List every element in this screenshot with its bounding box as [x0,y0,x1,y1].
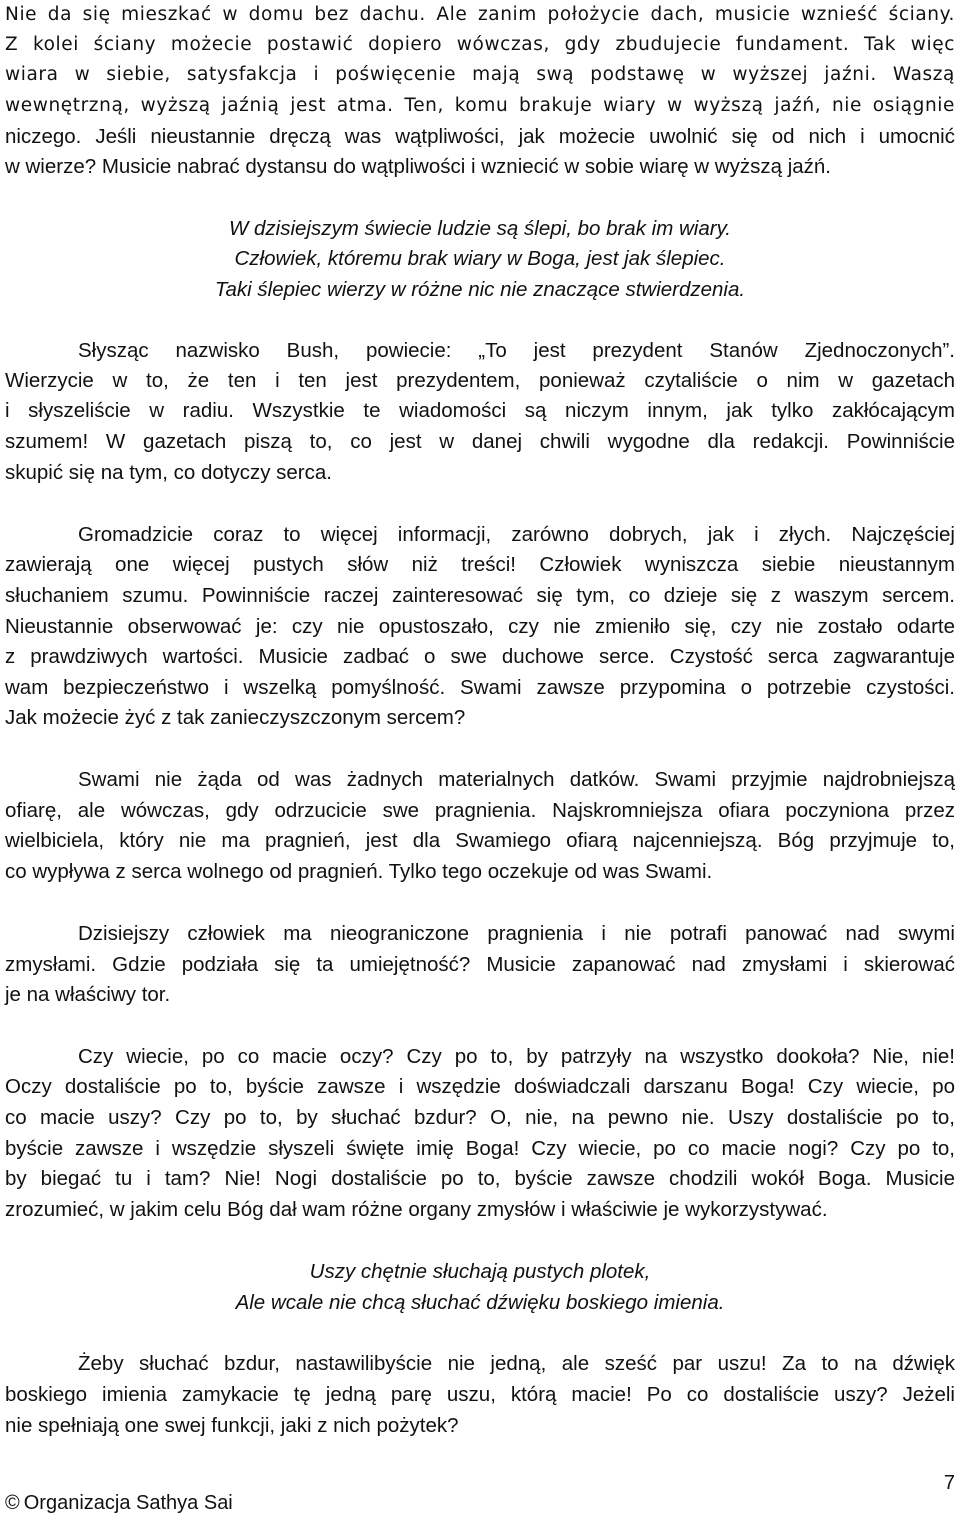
italic-verse-line: W dzisiejszym świecie ludzie są ślepi, bo brak im wiary. [228,217,731,240]
text-line: Jak możecie żyć z tak zanieczyszczonym sercem? [5,706,466,729]
text-line: skupić się na tym, co dotyczy serca. [5,461,332,484]
italic-verse-line: Uszy chętnie słuchają pustych plotek, [309,1260,651,1283]
italic-verse-line: Taki ślepiec wierzy w różne nic nie znaczące stwierdzenia. [214,278,746,301]
footer-organization: Organizacja Sathya Sai [23,1492,233,1514]
text-line: w wierze? Musicie nabrać dystansu do wątpliwości i wzniecić w sobie wiarę w wyższą jaźń. [5,155,832,178]
text-line: Żeby słuchać bzdur, nastawilibyście nie jedną, ale sześć par uszu! Za to na dźwięk [78,1352,955,1375]
text-line: Gromadzicie coraz to więcej informacji, zarówno dobrych, jak i złych. Najczęściej [78,523,955,546]
text-line: szumem! W gazetach piszą to, co jest w danej chwili wygodne dla redakcji. Powinniście [5,430,955,453]
text-line: co macie uszy? Czy po to, by słuchać bzdur? O, nie, na pewno nie. Uszy dostaliście po to, [5,1106,955,1129]
text-line: wiara w siebie, satysfakcja i poświęcenie mają swą podstawę w wyższej jaźni. Waszą [5,64,955,85]
text-line: Wierzycie w to, że ten i ten jest prezydentem, ponieważ czytaliście o nim w gazetach [5,369,955,392]
text-line: nie spełniają one swej funkcji, jaki z nich pożytek? [5,1414,459,1437]
italic-verse-line: Ale wcale nie chcą słuchać dźwięku boskiego imienia. [235,1291,725,1314]
text-line: z prawdziwych wartości. Musicie zadbać o swe duchowe serce. Czystość serca zagwarantuje [5,645,955,668]
text-line: zrozumieć, w jakim celu Bóg dał wam różne organy zmysłów i właściwie je wykorzystywać. [5,1198,828,1221]
text-line: byście zawsze i wszędzie słyszeli święte imię Boga! Czy wiecie, po co macie nogi? Czy po to, [5,1137,955,1160]
text-line: Nieustannie obserwować je: czy nie opustoszało, czy nie zmieniło się, czy nie zostało odarte [5,615,955,638]
text-line: i słyszeliście w radiu. Wszystkie te wiadomości są niczym innym, jak tylko zakłócającym [5,399,955,422]
text-line: słuchaniem szumu. Powinniście raczej zainteresować się tym, co dzieje się z waszym sercem. [5,584,955,607]
text-line: wewnętrzną, wyższą jaźnią jest atma. Ten, komu brakuje wiary w wyższą jaźń, nie osiągnie [5,95,955,116]
italic-verse-line: Człowiek, któremu brak wiary w Boga, jest jak ślepiec. [234,247,726,270]
text-line: niczego. Jeśli nieustannie dręczą was wątpliwości, jak możecie uwolnić się od nich i umocnić [5,125,955,148]
text-line: je na właściwy tor. [5,983,171,1006]
text-line: zawierają one więcej pustych słów niż treści! Człowiek wyniszcza siebie nieustannym [5,553,955,576]
text-line: wielbiciela, który nie ma pragnień, jest dla Swamiego ofiarą najcenniejszą. Bóg przyjmuje to, [5,829,955,852]
text-line: boskiego imienia zamykacie tę jedną parę uszu, którą macie! Po co dostaliście uszy? Jeżeli [5,1383,955,1406]
text-line: Z kolei ściany możecie postawić dopiero wówczas, gdy zbudujecie fundament. Tak więc [5,34,955,55]
footer-copyright [5,1488,233,1518]
text-line: co wypływa z serca wolnego od pragnień. Tylko tego oczekuje od was Swami. [5,860,713,883]
page-number: 7 [943,1472,955,1494]
text-line: by biegać tu i tam? Nie! Nogi dostaliście po to, byście zawsze chodzili wokół Boga. Musicie [5,1167,955,1190]
text-line: ofiarę, ale wówczas, gdy odrzucicie swe pragnienia. Najskromniejsza ofiara poczyniona przez [5,799,955,822]
text-line: Nie da się mieszkać w domu bez dachu. Ale zanim położycie dach, musicie wznieść ściany. [5,4,955,25]
text-line: Oczy dostaliście po to, byście zawsze i wszędzie doświadczali darszanu Boga! Czy wiecie, po [5,1075,955,1098]
text-line: Czy wiecie, po co macie oczy? Czy po to, by patrzyły na wszystko dookoła? Nie, nie! [78,1045,955,1068]
text-line: Swami nie żąda od was żadnych materialnych datków. Swami przyjmie najdrobniejszą [78,768,955,791]
text-line: wam bezpieczeństwo i wszelką pomyślność. Swami zawsze przypomina o potrzebie czystości. [5,676,955,699]
text-line: Dzisiejszy człowiek ma nieograniczone pragnienia i nie potrafi panować nad swymi [78,922,955,945]
copyright-icon: © [5,1492,20,1514]
text-line: zmysłami. Gdzie podziała się ta umiejętność? Musicie zapanować nad zmysłami i skierować [5,953,955,976]
text-line: Słysząc nazwisko Bush, powiecie: „To jest prezydent Stanów Zjednoczonych”. [78,339,955,362]
